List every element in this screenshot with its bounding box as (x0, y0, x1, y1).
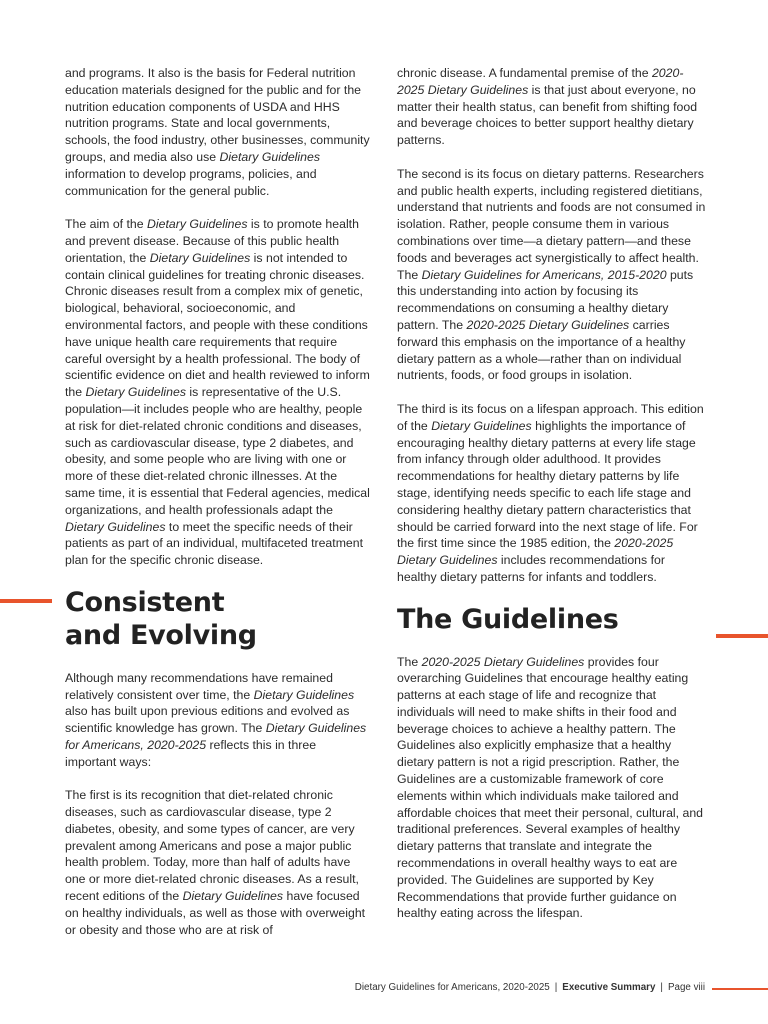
text-run: also has built upon previous editions and evolved as scientific knowledge has grown. The (65, 704, 350, 736)
text-run: carries forward this emphasis on the importance of a healthy dietary pattern as a whole—rather than on individual nutrients, foods, or food groups in isolation. (397, 317, 686, 383)
paragraph-first-way (65, 787, 370, 938)
paragraph-guidelines (397, 654, 707, 923)
text-run: is representative of the U.S. population—it includes people who are healthy, people at risk for diet-related chronic conditions and diseases, such as cardiovascular disease, type 2 diabetes, and obesity, and some people who are living with one or more of these diet-related chronic illnesses. At the same time, it is essential that Federal agencies, medical organizations, and health professionals adapt the (65, 385, 370, 517)
accent-bar-right (716, 634, 768, 638)
text-run: is to promote health and prevent disease. Because of this public health orientation, the (65, 217, 359, 265)
text-run: The (397, 654, 422, 669)
italic-title-run: 2020-2025 Dietary Guidelines (466, 317, 630, 332)
italic-title-run: Dietary Guidelines (431, 418, 532, 433)
left-column (65, 65, 370, 955)
text-run: have focused on healthy individuals, as well as those with overweight or obesity and those who are at risk of (65, 889, 366, 937)
heading-consistent-and-evolving (65, 586, 370, 652)
accent-bar-left (0, 599, 52, 603)
paragraph-third-way (397, 401, 707, 586)
footer-accent-bar (712, 988, 768, 990)
text-run: and programs. It also is the basis for Federal nutrition education materials designed for the public and for the nutrition education components of USDA and HHS nutrition programs. State and local governments, schools, the food industry, other businesses, community groups, and media also use (65, 66, 370, 164)
text-run: chronic disease. A fundamental premise of the (397, 66, 652, 80)
italic-title-run: 2020-2025 Dietary Guidelines (397, 66, 684, 97)
footer-separator-1: | (554, 982, 558, 993)
italic-title-run: Dietary Guidelines (219, 149, 320, 164)
italic-title-run: Dietary Guidelines (85, 385, 186, 400)
heading-the-guidelines: The Guidelines (397, 603, 619, 635)
italic-title-run: Dietary Guidelines (147, 217, 248, 232)
italic-title-run: Dietary Guidelines (253, 687, 355, 702)
italic-title-run: 2020-2025 Dietary Guidelines (421, 654, 585, 669)
text-run: is that just about everyone, no matter their health status, can benefit from shifting food and beverage choices to better support healthy dietary patterns. (397, 82, 698, 148)
italic-title-run: Dietary Guidelines (149, 250, 251, 265)
heading-line-2: and Evolving (65, 619, 257, 651)
text-run: reflects this in three important ways: (65, 737, 317, 769)
italic-title-run: Dietary Guidelines (182, 889, 284, 904)
text-run: highlights the importance of encouraging healthy dietary patterns at every life stage from infancy through older adulthood. It provides recommendations for healthy dietary patterns by life stage, identifying needs specific to each life stage and considering healthy dietary pattern characteristics that should be carried forward into the next stage of life. For the first time since the 1985 edition, the (397, 418, 698, 551)
text-run: provides four overarching Guidelines that encourage healthy eating patterns at each stage of life and recognize that individuals will need to make shifts in their food and beverage choices to achieve a healthy pattern. The Guidelines also explicitly emphasize that a healthy dietary pattern is not a rigid prescription. Rather, the Guidelines are a customizable framework of core elements within which individuals make tailored and affordable choices that meet their personal, cultural, and traditional preferences. Several examples of healthy dietary patterns that translate and integrate the recommendations in overall healthy ways to eat are provided. The Guidelines are supported by Key Recommendations that provide further guidance on healthy eating across the lifespan. (397, 654, 704, 921)
text-run: includes recommendations for healthy dietary patterns for infants and toddlers. (397, 553, 665, 584)
text-run: The aim of the (65, 217, 148, 232)
italic-title-run: Dietary Guidelines for Americans, 2020-2025 (65, 721, 367, 752)
heading-line-1: Consistent (65, 586, 225, 618)
footer-document-title: Dietary Guidelines for Americans, 2020-2025 (354, 982, 550, 993)
paragraph-second-way (397, 166, 707, 384)
text-run: The first is its recognition that diet-related chronic diseases, such as cardiovascular disease, type 2 diabetes, obesity, and some types of cancer, are very prevalent among Americans and pose a major public health problem. Today, more than half of adults have one or more diet-related chronic diseases. As a result, recent editions of the (65, 788, 359, 904)
footer-page-number: Page viii (667, 982, 705, 993)
italic-title-run: Dietary Guidelines (65, 519, 166, 534)
footer-section-name: Executive Summary (562, 982, 656, 993)
footer-separator-2: | (660, 982, 663, 993)
text-run: is not intended to contain clinical guidelines for treating chronic diseases. Chronic diseases result from a complex mix of genetic, biological, behavioral, socioeconomic, and environmental factors, and people with these conditions have unique health care requirements that require careful oversight by a health professional. The body of scientific evidence on diet and health reviewed to inform the (65, 250, 370, 400)
right-column (397, 65, 707, 939)
paragraph-aim (65, 216, 370, 569)
paragraph-federal-programs (65, 65, 370, 199)
italic-title-run: 2020-2025 Dietary Guidelines (397, 536, 674, 568)
page-footer (250, 982, 705, 993)
text-run: to meet the specific needs of their patients as part of an individual, multifaceted treatment plan for the specific chronic disease. (65, 519, 364, 568)
text-run: The third is its focus on a lifespan approach. This edition of the (397, 401, 704, 433)
text-run: Although many recommendations have remained relatively consistent over time, the (65, 670, 333, 702)
italic-title-run: Dietary Guidelines for Americans, 2015-2020 (421, 267, 667, 282)
text-run: The second is its focus on dietary patterns. Researchers and public health experts, including registered dietitians, understand that nutrients and foods are not consumed in isolation. Rather, people consume them in various combinations over time—a dietary pattern—and these foods and beverages act synergistically to affect health. The (397, 166, 706, 282)
paragraph-fundamental-premise (397, 65, 707, 149)
text-run: information to develop programs, policies, and communication for the general public. (65, 166, 317, 198)
paragraph-evolved (65, 670, 370, 771)
text-run: puts this understanding into action by focusing its recommendations on consuming a healthy dietary pattern. The (397, 267, 694, 332)
